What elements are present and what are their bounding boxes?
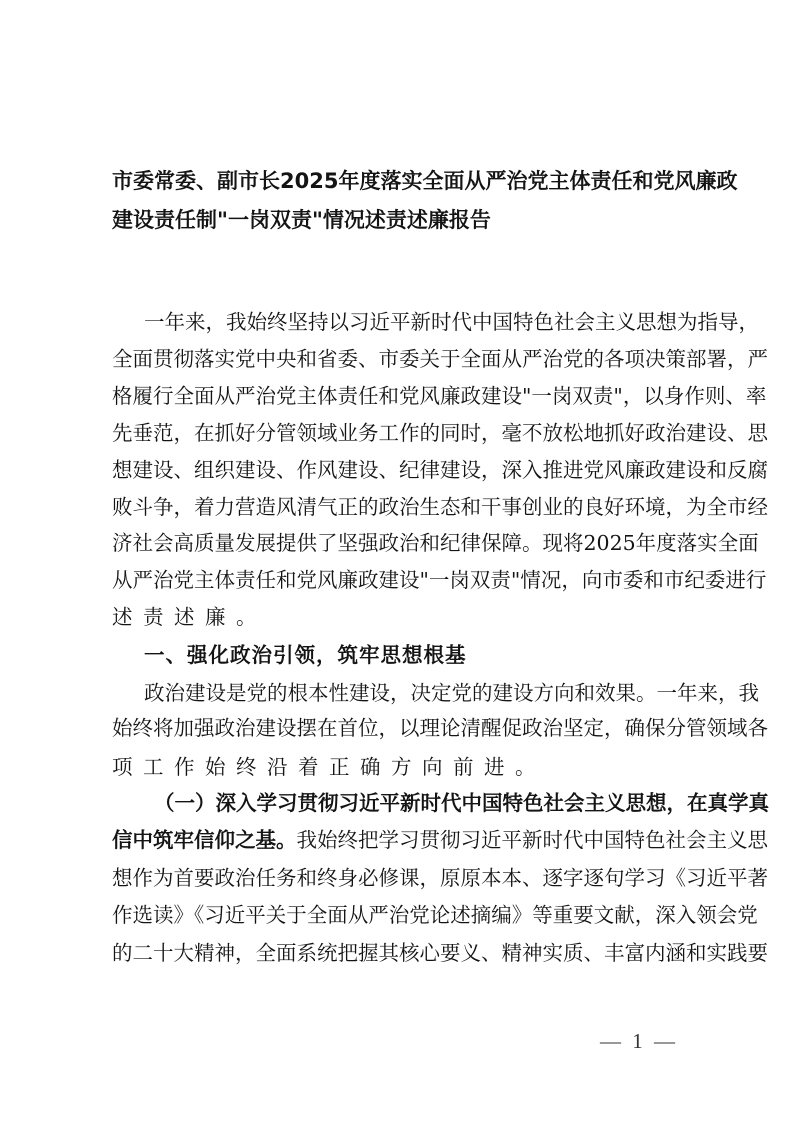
intro-line: 想建设、组织建设、作风建设、纪律建设，深入推进党风廉政建设和反腐 [112, 458, 768, 482]
intro-line: 全面贯彻落实党中央和省委、市委关于全面从严治党的各项决策部署，严 [112, 347, 768, 371]
document-title-line-2: 建设责任制"一岗双责"情况述责述廉报告 [112, 208, 491, 232]
subsection-heading-end: 信中筑牢信仰之基。 [112, 828, 297, 852]
intro-line: 格履行全面从严治党主体责任和党风廉政建设"一岗双责"，以身作则、率 [112, 384, 767, 408]
subsection-paragraph-line [112, 825, 768, 855]
section-paragraph-line: 项工作始终沿着正确方向前进。 [112, 755, 546, 779]
intro-line: 从严治党主体责任和党风廉政建设"一岗双责"情况，向市委和市纪委进行 [112, 568, 767, 592]
intro-line: 一年来，我始终坚持以习近平新时代中国特色社会主义思想为指导， [144, 310, 759, 334]
section-heading: 一、强化政治引领，筑牢思想根基 [144, 643, 467, 667]
document-title-line-1: 市委常委、副市长2025年度落实全面从严治党主体责任和党风廉政 [112, 169, 738, 193]
subsection-paragraph-line: 想作为首要政治任务和终身必修课，原原本本、逐字逐句学习《习近平著 [112, 866, 768, 890]
subsection-paragraph-line: 的二十大精神，全面系统把握其核心要义、精神实质、丰富内涵和实践要 [112, 941, 768, 965]
intro-line: 败斗争，着力营造风清气正的政治生态和干事创业的良好环境，为全市经 [112, 495, 768, 519]
intro-line: 济社会高质量发展提供了坚强政治和纪律保障。现将2025年度落实全面 [112, 531, 759, 555]
section-paragraph-line: 政治建设是党的根本性建设，决定党的建设方向和效果。一年来，我 [144, 681, 759, 705]
section-paragraph-line: 始终将加强政治建设摆在首位，以理论清醒促政治坚定，确保分管领域各 [112, 716, 768, 740]
intro-line: 述责述廉。 [112, 605, 267, 629]
subsection-paragraph-line: 作选读》《习近平关于全面从严治党论述摘编》等重要文献，深入领会党 [112, 903, 758, 927]
intro-line: 先垂范，在抓好分管领域业务工作的同时，毫不放松地抓好政治建设、思 [112, 421, 768, 445]
subsection-heading-line: （一）深入学习贯彻习近平新时代中国特色社会主义思想，在真学真 [154, 791, 769, 815]
page-number: — 1 — [600, 1029, 675, 1053]
subsection-text: 我始终把学习贯彻习近平新时代中国特色社会主义思 [296, 828, 768, 852]
